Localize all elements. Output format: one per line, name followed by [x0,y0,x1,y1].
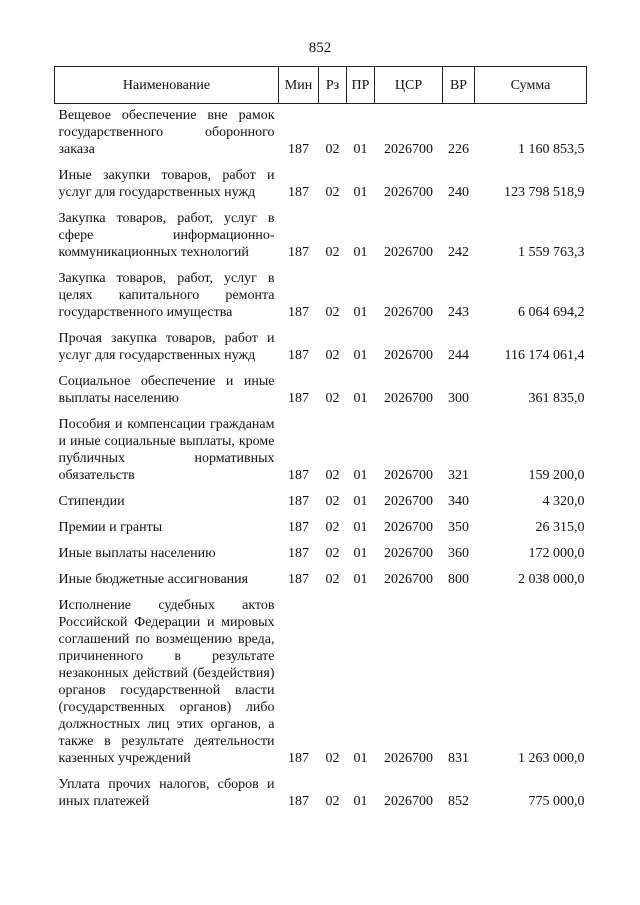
cell-pr: 01 [353,142,368,157]
cell-min: 187 [288,185,309,200]
header-csr: ЦСР [375,67,443,104]
header-rz: Рз [319,67,347,104]
cell-rz: 02 [325,185,340,200]
cell-name: Закупка товаров, работ, услуг в целях капитального ремонта государственного имущества [58,271,275,320]
table-row [55,490,587,516]
cell-vr: 350 [448,520,469,535]
cell-pr: 01 [353,494,368,509]
cell-csr: 2026700 [384,794,433,809]
cell-name: Премии и гранты [58,520,163,535]
cell-vr: 242 [448,245,469,260]
cell-min: 187 [288,391,309,406]
cell-sum: 123 798 518,9 [504,185,585,200]
cell-name: Стипендии [58,494,125,509]
cell-rz: 02 [325,468,340,483]
table-header-row [55,67,587,104]
cell-sum: 159 200,0 [528,468,585,483]
cell-sum: 26 315,0 [535,520,585,535]
cell-min: 187 [288,751,309,766]
cell-vr: 321 [448,468,469,483]
cell-name: Вещевое обеспечение вне рамок государственного оборонного заказа [58,108,275,157]
cell-name: Прочая закупка товаров, работ и услуг для государственных нужд [58,331,275,363]
cell-vr: 340 [448,494,469,509]
cell-pr: 01 [353,468,368,483]
cell-sum: 116 174 061,4 [504,348,585,363]
cell-rz: 02 [325,391,340,406]
header-sum: Сумма [475,67,587,104]
cell-name: Закупка товаров, работ, услуг в сфере информационно-коммуникационных технологий [58,211,275,260]
table-row [55,516,587,542]
cell-sum: 172 000,0 [528,546,585,561]
cell-csr: 2026700 [384,348,433,363]
cell-pr: 01 [353,245,368,260]
cell-vr: 243 [448,305,469,320]
cell-pr: 01 [353,348,368,363]
header-name: Наименование [55,67,279,104]
cell-rz: 02 [325,305,340,320]
cell-csr: 2026700 [384,142,433,157]
cell-csr: 2026700 [384,468,433,483]
header-min: Мин [279,67,319,104]
cell-pr: 01 [353,391,368,406]
cell-min: 187 [288,520,309,535]
cell-rz: 02 [325,245,340,260]
table-row [55,773,587,816]
table-row [55,370,587,413]
table-row [55,542,587,568]
cell-csr: 2026700 [384,546,433,561]
table-row [55,568,587,594]
cell-rz: 02 [325,751,340,766]
cell-pr: 01 [353,520,368,535]
cell-name: Пособия и компенсации гражданам и иные социальные выплаты, кроме публичных нормативных обязательств [58,417,275,483]
cell-name: Иные бюджетные ассигнования [58,572,249,587]
cell-sum: 4 320,0 [542,494,585,509]
cell-sum: 361 835,0 [528,391,585,406]
cell-csr: 2026700 [384,245,433,260]
cell-csr: 2026700 [384,391,433,406]
cell-name: Исполнение судебных актов Российской Федерации и мировых соглашений по возмещению вреда, причиненного в результате незаконных действий (бездействия) органов государственной власти (государственных органов) либо должностных лиц этих органов, а также в результате деятельности казенных учреждений [58,598,275,766]
cell-csr: 2026700 [384,494,433,509]
cell-vr: 244 [448,348,469,363]
cell-name: Иные закупки товаров, работ и услуг для государственных нужд [58,168,275,200]
budget-table [54,66,587,816]
cell-min: 187 [288,245,309,260]
cell-min: 187 [288,348,309,363]
cell-rz: 02 [325,520,340,535]
cell-sum: 1 160 853,5 [518,142,585,157]
cell-name: Иные выплаты населению [58,546,216,561]
cell-rz: 02 [325,572,340,587]
cell-name: Уплата прочих налогов, сборов и иных платежей [58,777,275,809]
cell-vr: 226 [448,142,469,157]
cell-min: 187 [288,142,309,157]
table-row [55,413,587,490]
cell-vr: 240 [448,185,469,200]
header-vr: ВР [443,67,475,104]
cell-rz: 02 [325,546,340,561]
cell-pr: 01 [353,794,368,809]
cell-min: 187 [288,794,309,809]
cell-rz: 02 [325,494,340,509]
table-row [55,207,587,267]
cell-pr: 01 [353,751,368,766]
cell-rz: 02 [325,142,340,157]
table-body [55,104,587,817]
cell-sum: 2 038 000,0 [518,572,585,587]
cell-sum: 775 000,0 [528,794,585,809]
cell-min: 187 [288,468,309,483]
cell-vr: 800 [448,572,469,587]
cell-pr: 01 [353,546,368,561]
cell-rz: 02 [325,348,340,363]
cell-sum: 1 263 000,0 [518,751,585,766]
table-row [55,104,587,165]
cell-csr: 2026700 [384,185,433,200]
table-row [55,164,587,207]
cell-pr: 01 [353,572,368,587]
cell-vr: 852 [448,794,469,809]
cell-sum: 1 559 763,3 [518,245,585,260]
cell-pr: 01 [353,305,368,320]
page-number: 852 [308,40,332,56]
table-row [55,594,587,773]
cell-rz: 02 [325,794,340,809]
cell-min: 187 [288,546,309,561]
table-row [55,327,587,370]
cell-vr: 300 [448,391,469,406]
cell-csr: 2026700 [384,520,433,535]
cell-min: 187 [288,572,309,587]
table-row [55,267,587,327]
cell-vr: 831 [448,751,469,766]
cell-name: Социальное обеспечение и иные выплаты населению [58,374,275,406]
cell-sum: 6 064 694,2 [518,305,585,320]
cell-min: 187 [288,305,309,320]
cell-csr: 2026700 [384,751,433,766]
cell-csr: 2026700 [384,305,433,320]
header-pr: ПР [347,67,375,104]
cell-vr: 360 [448,546,469,561]
cell-pr: 01 [353,185,368,200]
cell-csr: 2026700 [384,572,433,587]
cell-min: 187 [288,494,309,509]
